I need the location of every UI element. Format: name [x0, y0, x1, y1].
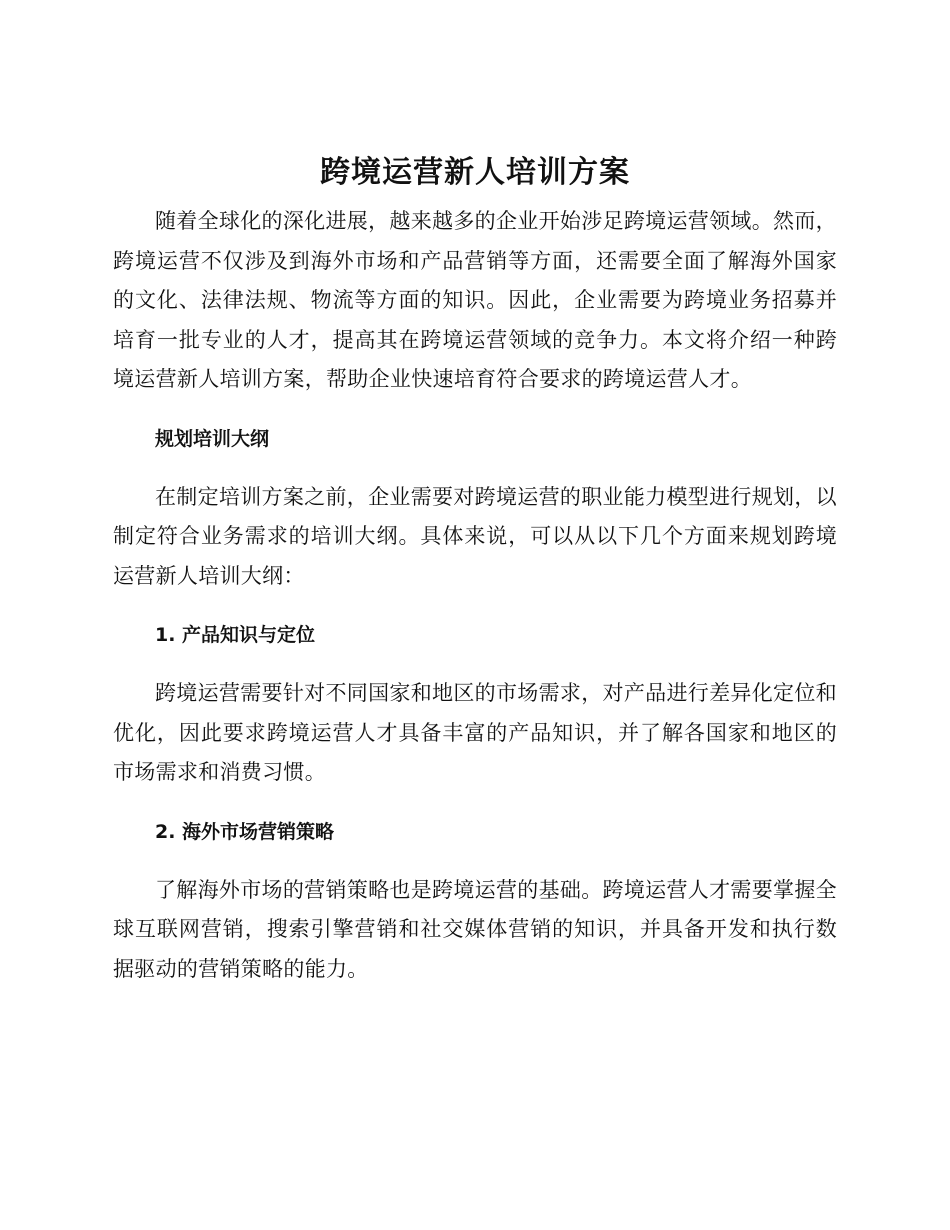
section-body-marketing: 了解海外市场的营销策略也是跨境运营的基础。跨境运营人才需要掌握全球互联网营销，搜索引擎营销和社交媒体营销的知识，并具备开发和执行数据驱动的营销策略的能力。	[113, 877, 837, 981]
section-heading-marketing: 2. 海外市场营销策略	[155, 820, 335, 843]
document-page	[113, 150, 837, 989]
section-body-outline: 在制定培训方案之前，企业需要对跨境运营的职业能力模型进行规划，以制定符合业务需求的培训大纲。具体来说，可以从以下几个方面来规划跨境运营新人培训大纲：	[113, 484, 837, 588]
intro-paragraph: 随着全球化的深化进展，越来越多的企业开始涉足跨境运营领域。然而，跨境运营不仅涉及到海外市场和产品营销等方面，还需要全面了解海外国家的文化、法律法规、物流等方面的知识。因此，企业需要为跨境业务招募并培育一批专业的人才，提高其在跨境运营领域的竞争力。本文将介绍一种跨境运营新人培训方案，帮助企业快速培育符合要求的跨境运营人才。	[113, 209, 837, 391]
section-body-product: 跨境运营需要针对不同国家和地区的市场需求，对产品进行差异化定位和优化，因此要求跨境运营人才具备丰富的产品知识，并了解各国家和地区的市场需求和消费习惯。	[113, 681, 837, 784]
section-heading-outline: 规划培训大纲	[155, 427, 270, 450]
section-heading-product: 1. 产品知识与定位	[155, 624, 316, 646]
document-title: 跨境运营新人培训方案	[320, 155, 630, 190]
